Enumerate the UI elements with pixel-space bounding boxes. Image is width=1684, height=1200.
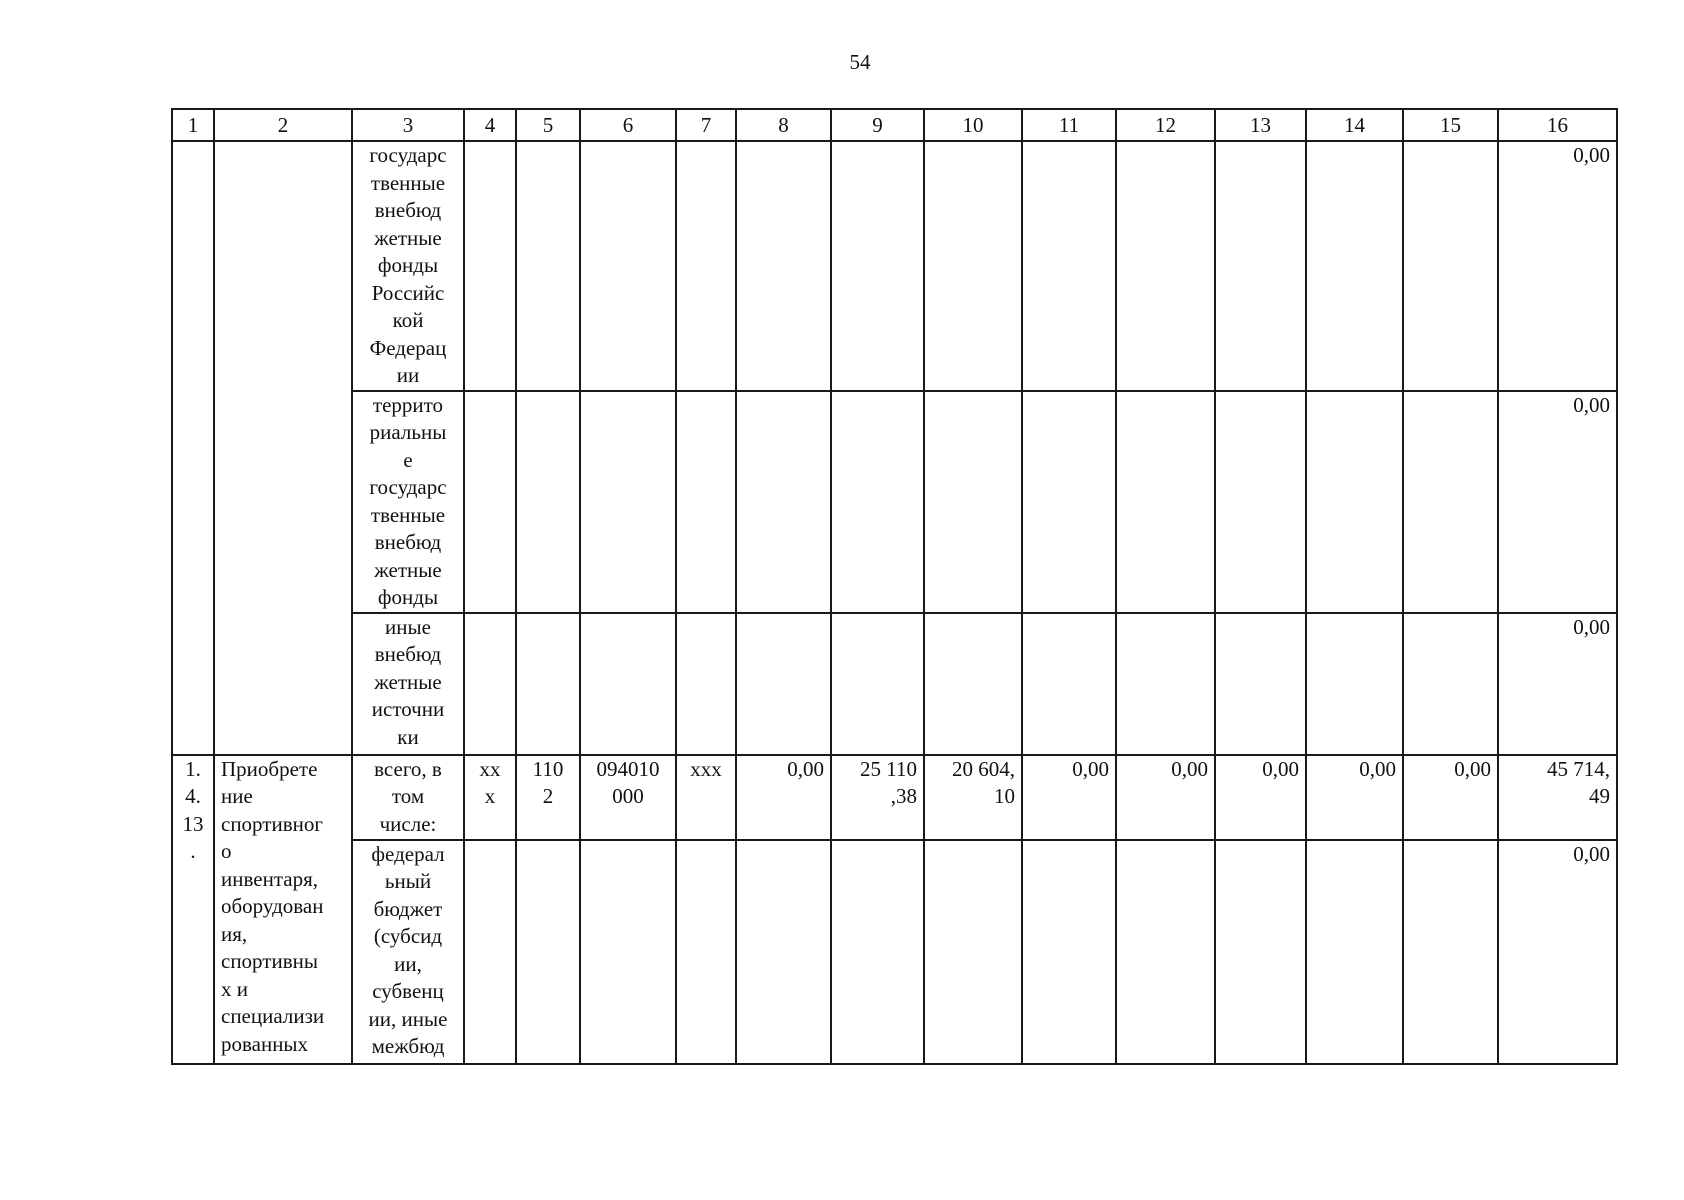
value-cell: 0,00 <box>1022 755 1116 840</box>
header-cell: 2 <box>214 109 352 141</box>
value-cell: 25 110 ,38 <box>831 755 924 840</box>
value-cell: 0,00 <box>1215 755 1306 840</box>
table-row <box>172 755 1617 840</box>
header-cell: 15 <box>1403 109 1498 141</box>
value-cell: 0,00 <box>1116 755 1215 840</box>
empty-cell <box>214 141 352 755</box>
table-row <box>172 141 1617 391</box>
page-number: 54 <box>849 50 871 74</box>
section-code: 110 2 <box>516 755 580 840</box>
empty-cell <box>172 141 214 755</box>
total-value: 0,00 <box>1498 613 1617 755</box>
header-cell: 7 <box>676 109 736 141</box>
header-cell: 9 <box>831 109 924 141</box>
table-row <box>172 391 1617 613</box>
header-cell: 5 <box>516 109 580 141</box>
target-code: 094010 000 <box>580 755 676 840</box>
header-cell: 3 <box>352 109 464 141</box>
total-value: 45 714, 49 <box>1498 755 1617 840</box>
header-cell: 16 <box>1498 109 1617 141</box>
header-cell: 4 <box>464 109 516 141</box>
value-cell: 20 604, 10 <box>924 755 1022 840</box>
header-row <box>172 109 1617 141</box>
value-cell: 0,00 <box>736 755 831 840</box>
header-cell: 6 <box>580 109 676 141</box>
source-label: федерал ьный бюджет (субсид ии, субвенц ии, иные межбюд <box>352 840 464 1064</box>
item-name: Приобрете ние спортивног о инвентаря, оборудован ия, спортивны х и специализи рованных <box>214 755 352 1064</box>
total-value: 0,00 <box>1498 141 1617 391</box>
header-cell: 13 <box>1215 109 1306 141</box>
header-cell: 14 <box>1306 109 1403 141</box>
item-number: 1. 4. 13 . <box>172 755 214 1064</box>
table-row <box>172 613 1617 755</box>
header-cell: 11 <box>1022 109 1116 141</box>
value-cell: 0,00 <box>1306 755 1403 840</box>
source-label: иные внебюд жетные источни ки <box>352 613 464 755</box>
source-label: государс твенные внебюд жетные фонды Российс кой Федерац ии <box>352 141 464 391</box>
code-cell: хх х <box>464 755 516 840</box>
source-label: всего, в том числе: <box>352 755 464 840</box>
total-value: 0,00 <box>1498 391 1617 613</box>
header-cell: 10 <box>924 109 1022 141</box>
type-code: ххх <box>676 755 736 840</box>
table-row <box>172 840 1617 1064</box>
total-value: 0,00 <box>1498 840 1617 1064</box>
budget-table <box>171 108 1618 1065</box>
source-label: террито риальны е государс твенные внебюд жетные фонды <box>352 391 464 613</box>
value-cell: 0,00 <box>1403 755 1498 840</box>
header-cell: 12 <box>1116 109 1215 141</box>
header-cell: 1 <box>172 109 214 141</box>
header-cell: 8 <box>736 109 831 141</box>
